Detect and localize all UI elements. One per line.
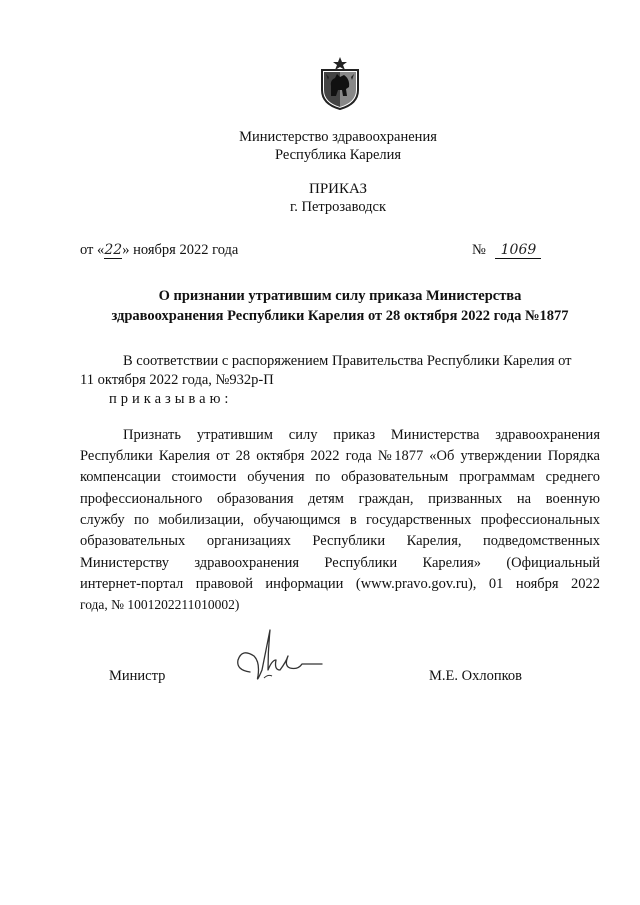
ministry-name: Министерство здравоохранения: [239, 129, 437, 145]
document-title-line-2: здравоохранения Республики Карелия от 28 октября 2022 года №1877: [111, 308, 569, 324]
body-line: года, № 1001202211010002): [80, 597, 240, 612]
document-type: ПРИКАЗ: [309, 181, 367, 197]
date-prefix: от «: [80, 242, 105, 258]
order-number: [472, 242, 541, 259]
document-title-line-1: О признании утратившим силу приказа Министерства: [158, 288, 522, 304]
city: г. Петрозаводск: [289, 199, 387, 215]
body-line: Министерству здравоохранения Республики Карелия» (Официальный: [80, 555, 600, 571]
body-line: службу по мобилизации, обучающимся в государственных профессиональных: [80, 512, 600, 528]
signer-name: М.Е. Охлопков: [429, 668, 522, 684]
order-date: [80, 242, 238, 259]
date-suffix: » ноября 2022 года: [122, 242, 239, 258]
preamble-line-2: 11 октября 2022 года, №932р-П: [80, 372, 274, 388]
order-word: приказываю:: [109, 391, 233, 407]
signer-role: Министр: [109, 668, 166, 684]
body-line: образовательных организациях Республики Карелия, подведомственных: [80, 533, 600, 549]
republic-name: Республика Карелия: [274, 147, 402, 163]
coat-of-arms-icon: [317, 56, 363, 110]
handwritten-signature: [228, 626, 324, 688]
body-line: компенсации стоимости обучения по образовательным программам среднего: [80, 469, 600, 485]
body-line: Республики Карелия от 28 октября 2022 года №1877 «Об утверждении Порядка: [80, 448, 600, 464]
number-value: 1069: [495, 243, 541, 259]
body-line: интернет-портал правовой информации (www.pravo.gov.ru), 01 ноября 2022: [80, 576, 600, 592]
body-line: Признать утратившим силу приказ Министерства здравоохранения: [123, 427, 600, 443]
preamble-line-1: В соответствии с распоряжением Правительства Республики Карелия от: [123, 353, 572, 369]
date-day: 22: [104, 242, 123, 258]
body-line: профессионального образования детям граждан, призванных на военную: [80, 491, 600, 507]
number-label: №: [472, 242, 486, 258]
